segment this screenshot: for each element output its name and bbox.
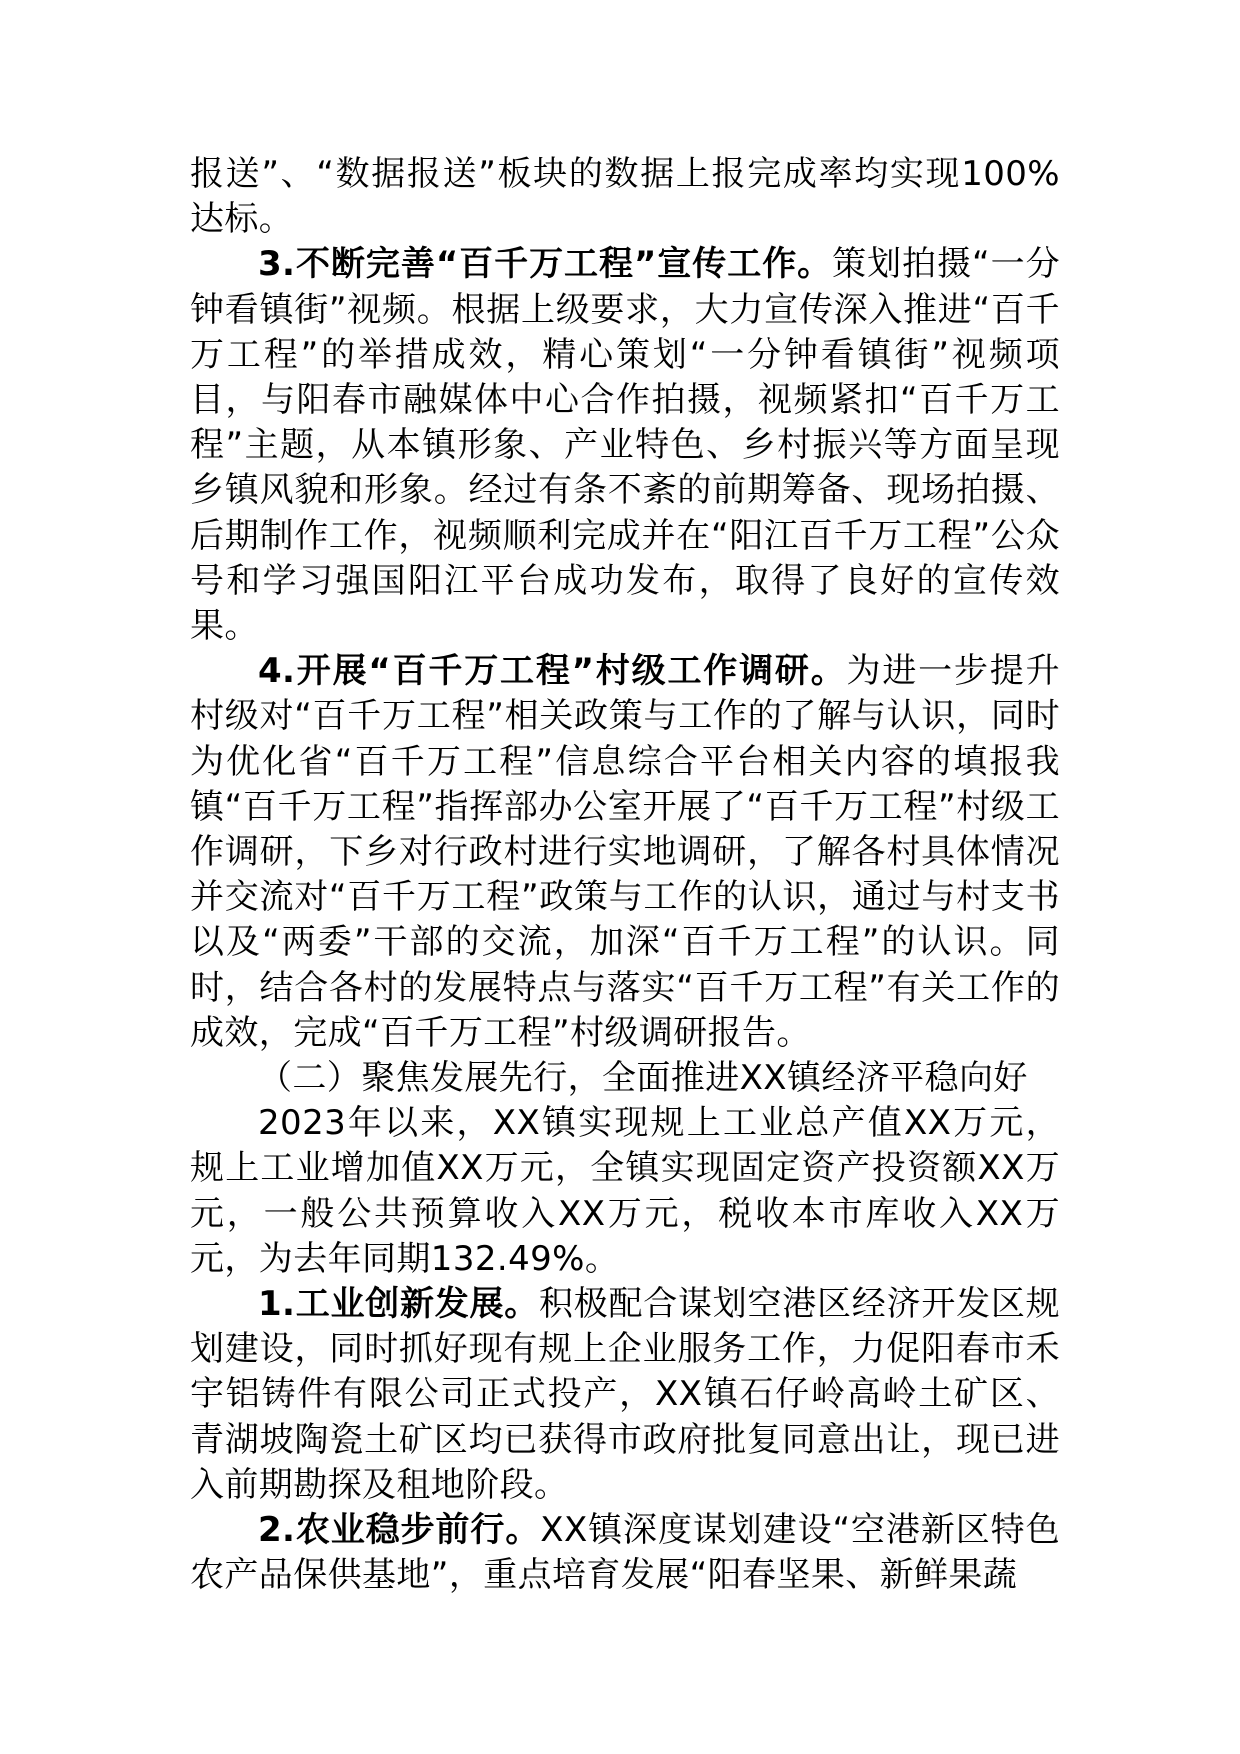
- paragraph-reporting-completion: [190, 152, 1060, 242]
- section-heading: 1.工业创新发展。: [258, 1284, 540, 1325]
- document-body: [190, 152, 1060, 1599]
- paragraph-industrial-development: [190, 1282, 1060, 1508]
- paragraph-publicity-work: [190, 242, 1060, 649]
- paragraph-text: 报送”、“数据报送”板块的数据上报完成率均实现100%达标。: [190, 154, 1060, 240]
- subsection-heading-text: （二）聚焦发展先行，全面推进XX镇经济平稳向好: [258, 1058, 1028, 1099]
- section-heading: 2.农业稳步前行。: [258, 1510, 541, 1551]
- paragraph-economic-summary: [190, 1101, 1060, 1282]
- paragraph-text: 策划拍摄“一分钟看镇街”视频。根据上级要求，大力宣传深入推进“百千万工程”的举措成效，精心策划“一分钟看镇街”视频项目，与阳春市融媒体中心合作拍摄，视频紧扣“百千万工程”主题，从本镇形象、产业特色、乡村振兴等方面呈现乡镇风貌和形象。经过有条不紊的前期筹备、现场拍摄、后期制作工作，视频顺利完成并在“阳江百千万工程”公众号和学习强国阳江平台成功发布，取得了良好的宣传效果。: [190, 244, 1060, 647]
- paragraph-text: 2023年以来，XX镇实现规上工业总产值XX万元，规上工业增加值XX万元，全镇实现固定资产投资额XX万元，一般公共预算收入XX万元，税收本市库收入XX万元，为去年同期132.49%。: [190, 1103, 1060, 1279]
- section-heading: 4.开展“百千万工程”村级工作调研。: [258, 651, 847, 692]
- paragraph-agriculture: [190, 1508, 1060, 1598]
- section-heading: 3.不断完善“百千万工程”宣传工作。: [258, 244, 833, 285]
- paragraph-text: XX镇深度谋划建设“空港新区特色农产品保供基地”，重点培育发展“阳春坚果、新鲜果蔬: [190, 1510, 1060, 1596]
- paragraph-village-research: [190, 649, 1060, 1056]
- paragraph-text: 为进一步提升村级对“百千万工程”相关政策与工作的了解与认识，同时为优化省“百千万工程”信息综合平台相关内容的填报我镇“百千万工程”指挥部办公室开展了“百千万工程”村级工作调研，下乡对行政村进行实地调研，了解各村具体情况并交流对“百千万工程”政策与工作的认识，通过与村支书以及“两委”干部的交流，加深“百千万工程”的认识。同时，结合各村的发展特点与落实“百千万工程”有关工作的成效，完成“百千万工程”村级调研报告。: [190, 651, 1060, 1053]
- paragraph-text: 积极配合谋划空港区经济开发区规划建设，同时抓好现有规上企业服务工作，力促阳春市禾宇铝铸件有限公司正式投产，XX镇石仔岭高岭土矿区、青湖坡陶瓷土矿区均已获得市政府批复同意出让，现已进入前期勘探及租地阶段。: [190, 1284, 1060, 1505]
- subsection-heading-development: [190, 1056, 1060, 1101]
